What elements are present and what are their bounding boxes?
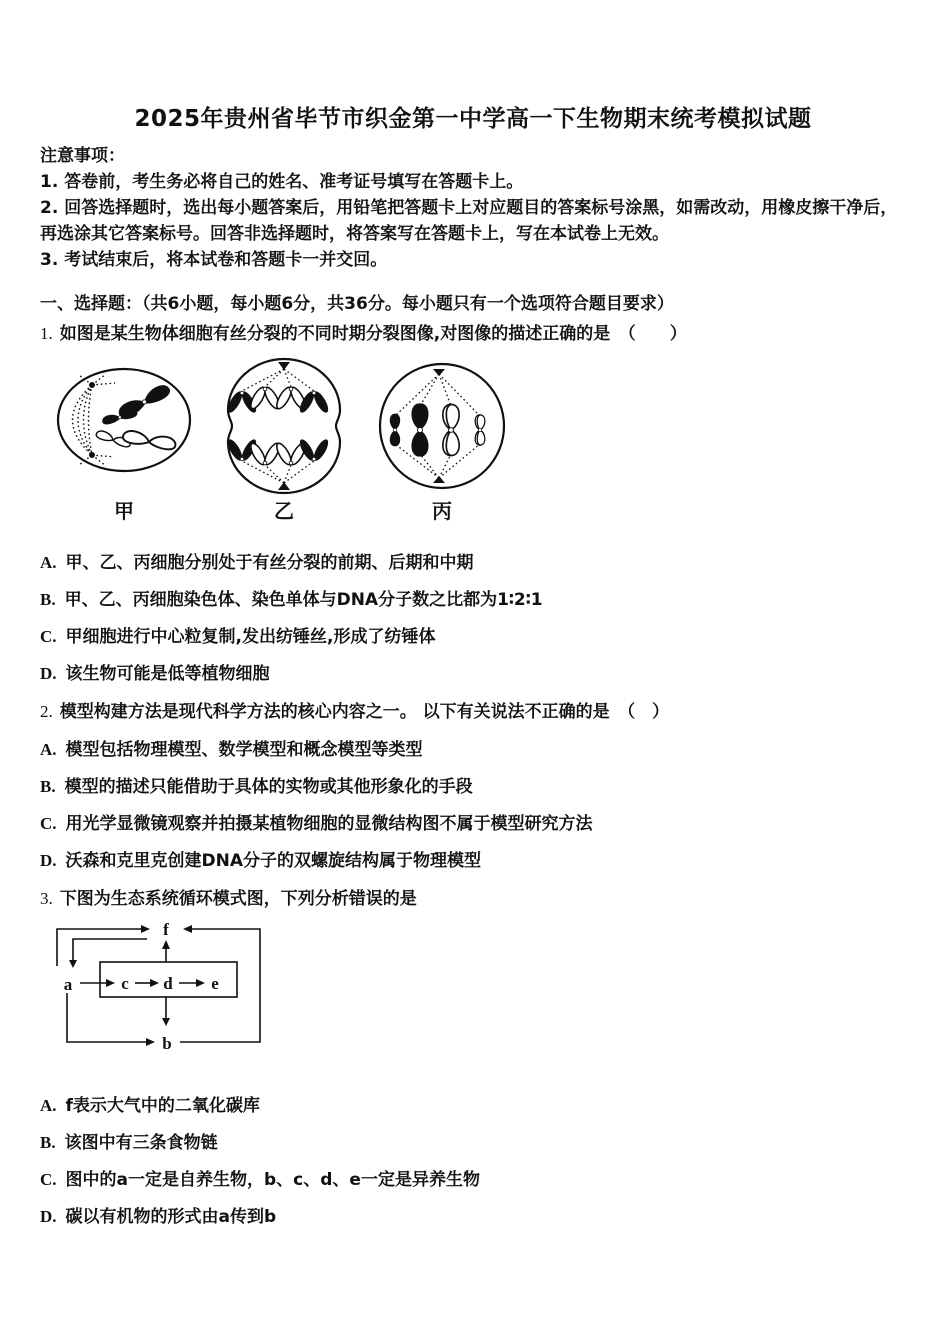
arrowheads (69, 925, 205, 1046)
question-number: 2. (40, 702, 53, 721)
option-row (40, 774, 906, 800)
option-text: 该生物可能是低等植物细胞 (65, 664, 270, 684)
cell-jia-diagram (58, 369, 190, 471)
option-text: f表示大气中的二氧化碳库 (65, 1096, 260, 1116)
option-row (40, 587, 906, 613)
option-text: 模型的描述只能借助于具体的实物或其他形象化的手段 (64, 777, 473, 797)
option-text: 用光学显微镜观察并拍摄某植物细胞的显微结构图不属于模型研究方法 (65, 814, 593, 834)
centrosome-icon (89, 452, 95, 458)
option-row (40, 1167, 906, 1193)
question-stem (40, 698, 906, 726)
centrosome-icon (89, 382, 95, 388)
option-row (40, 550, 906, 576)
node-a: a (63, 975, 73, 994)
cell-yi-diagram (225, 359, 340, 493)
option-row (40, 1130, 906, 1156)
cell-label-yi: 乙 (274, 499, 294, 523)
mitosis-figure (48, 354, 518, 524)
question-1 (40, 320, 906, 687)
question-3 (40, 885, 906, 1230)
cell-bing-diagram (380, 364, 504, 488)
question-stem (40, 885, 906, 913)
notice-item: 1. 答卷前，考生务必将自己的姓名、准考证号填写在答题卡上。 (40, 172, 524, 192)
option-label: D. (40, 851, 57, 870)
node-e: e (211, 974, 219, 993)
option-label: C. (40, 814, 57, 833)
option-row (40, 624, 906, 650)
notice-heading: 注意事项： (40, 146, 125, 166)
node-c: c (121, 974, 129, 993)
option-label: D. (40, 1207, 57, 1226)
option-row (40, 1093, 906, 1119)
option-row (40, 848, 906, 874)
option-text: 碳以有机物的形式由a传到b (65, 1207, 277, 1227)
option-label: C. (40, 627, 57, 646)
option-text: 该图中有三条食物链 (64, 1133, 218, 1153)
question-stem-text: 下图为生态系统循环模式图，下列分析错误的是 (59, 889, 417, 909)
option-row (40, 661, 906, 687)
option-label: B. (40, 590, 56, 609)
question-2 (40, 698, 906, 874)
question-stem-text: 如图是某生物体细胞有丝分裂的不同时期分裂图像,对图像的描述正确的是 （ ） (59, 324, 687, 344)
notice-item: 3. 考试结束后，将本试卷和答题卡一并交回。 (40, 250, 388, 270)
option-text: 模型包括物理模型、数学模型和概念模型等类型 (65, 740, 423, 760)
option-row (40, 1204, 906, 1230)
node-d: d (163, 974, 173, 993)
question-number: 3. (40, 889, 53, 908)
option-label: A. (40, 1096, 57, 1115)
option-label: B. (40, 777, 56, 796)
option-text: 甲、乙、丙细胞染色体、染色单体与DNA分子数之比都为1∶2∶1 (64, 590, 543, 610)
cell-label-bing: 丙 (432, 499, 452, 523)
question-stem (40, 320, 906, 348)
option-label: D. (40, 664, 57, 683)
option-text: 沃森和克里克创建DNA分子的双螺旋结构属于物理模型 (65, 851, 482, 871)
section-heading: 一、选择题：（共6小题，每小题6分，共36分。每小题只有一个选项符合题目要求） (40, 294, 674, 314)
question-number: 1. (40, 324, 53, 343)
notice-item: 2. 回答选择题时，选出每小题答案后，用铅笔把答题卡上对应题目的答案标号涂黑，如需改动，用橡皮擦干净后，再选涂其它答案标号。回答非选择题时，将答案写在答题卡上，写在本试卷上无效。 (40, 198, 898, 244)
ecosystem-cycle-figure (55, 919, 270, 1059)
option-label: C. (40, 1170, 57, 1189)
ecosystem-arrows (57, 929, 260, 1042)
option-label: B. (40, 1133, 56, 1152)
node-b: b (162, 1034, 172, 1053)
option-text: 甲细胞进行中心粒复制,发出纺锤丝,形成了纺锤体 (65, 627, 436, 647)
option-row (40, 811, 906, 837)
option-label: A. (40, 553, 57, 572)
exam-title: 2025年贵州省毕节市织金第一中学高一下生物期末统考模拟试题 (134, 106, 812, 132)
cell-label-jia: 甲 (114, 499, 134, 523)
option-text: 甲、乙、丙细胞分别处于有丝分裂的前期、后期和中期 (65, 553, 474, 573)
notice-block (40, 143, 906, 273)
option-label: A. (40, 740, 57, 759)
question-stem-text: 模型构建方法是现代科学方法的核心内容之一。 以下有关说法不正确的是 （ ） (59, 702, 670, 722)
node-f: f (163, 920, 169, 939)
option-row (40, 737, 906, 763)
option-text: 图中的a一定是自养生物，b、c、d、e一定是异养生物 (65, 1170, 480, 1190)
